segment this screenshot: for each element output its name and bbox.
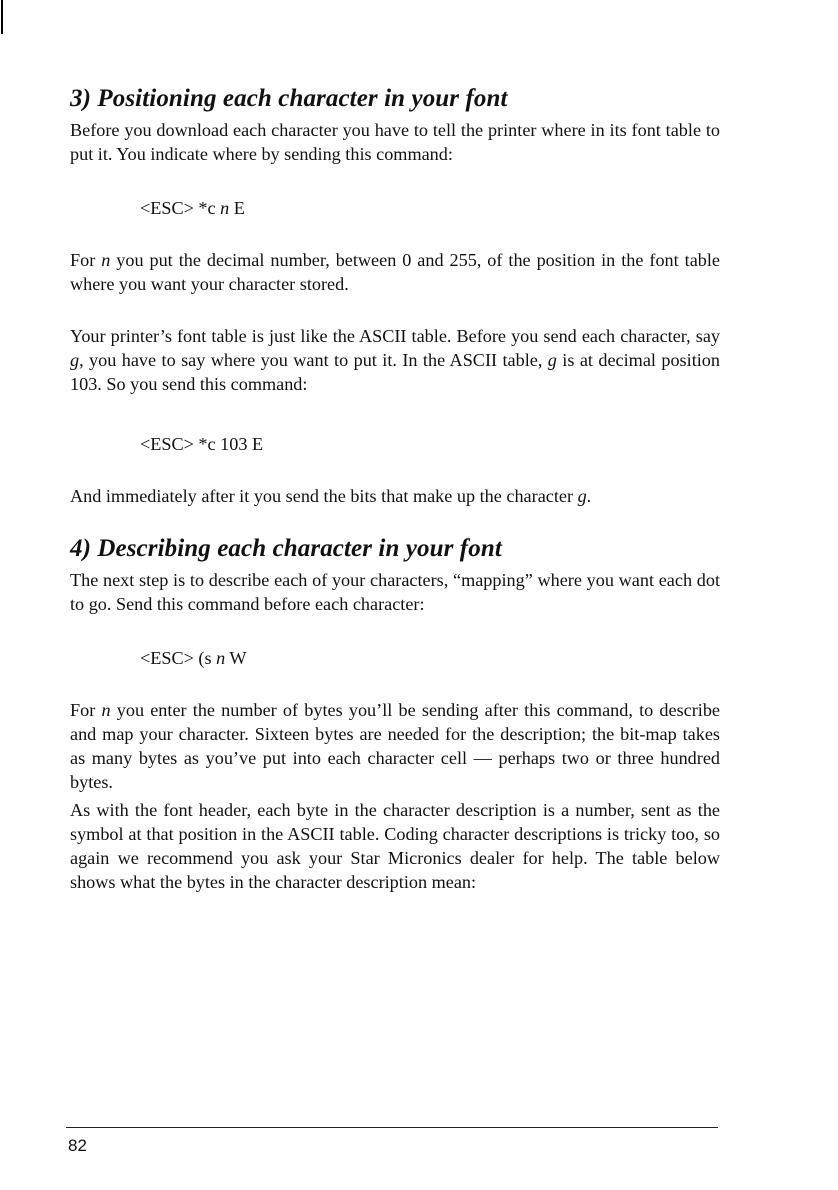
text-run: For [70,250,102,270]
command-text: W [225,648,247,668]
variable-g: g [577,486,587,506]
section-3-paragraph-2 [70,248,720,296]
variable-n: n [101,700,111,720]
section-4-title: 4) Describing each character in your font [70,535,502,562]
text-run: And immediately after it you send the bits that make up the character [70,486,578,506]
variable-g: g [547,350,557,370]
command-text: E [229,198,245,218]
section-3-paragraph-1: Before you download each character you have to tell the printer where in its font table to put it. You indicate where by sending this command: [70,120,720,164]
text-run: For [70,700,102,720]
section-3-paragraph-3 [70,324,720,396]
section-3-paragraph-4 [70,484,720,508]
section-4-paragraph-3: As with the font header, each byte in the character description is a number, sent as the symbol at that position in the ASCII table. Coding character descriptions is tricky too, so again we recommend you ask your Star Micronics dealer for help. The table below shows what the bytes in the character description mean: [70,800,720,892]
text-run: is at decimal position 103. So you send this command: [70,350,720,394]
command-text: <ESC> *c [140,198,221,218]
command-set-character-code [70,196,245,220]
scan-edge-mark [1,0,3,34]
text-run: you put the decimal number, between 0 and 255, of the position in the font table where you want your character stored. [70,250,720,294]
command-character-descriptor [70,646,247,670]
command-variable: n [220,198,230,218]
footer-rule [66,1127,718,1128]
section-3-title: 3) Positioning each character in your font [70,85,508,112]
page-number: 82 [68,1136,87,1155]
command-variable: n [216,648,226,668]
variable-n: n [101,250,111,270]
text-run: . [586,486,592,506]
text-run: you enter the number of bytes you’ll be sending after this command, to describe and map your character. Sixteen bytes are needed for the description; the bit-map takes as many bytes as you’ve put into each character cell — perhaps two or three hundred bytes. [70,700,721,792]
section-4-paragraph-1: The next step is to describe each of your characters, “mapping” where you want each dot to go. Send this command before each character: [70,570,720,614]
variable-g: g [70,350,80,370]
text-run: Your printer’s font table is just like the ASCII table. Before you send each character, say [70,326,720,346]
text-run: , you have to say where you want to put it. In the ASCII table, [79,350,548,370]
command-example-103: <ESC> *c 103 E [140,434,264,454]
section-4-paragraph-2 [70,698,720,794]
command-text: <ESC> (s [140,648,217,668]
